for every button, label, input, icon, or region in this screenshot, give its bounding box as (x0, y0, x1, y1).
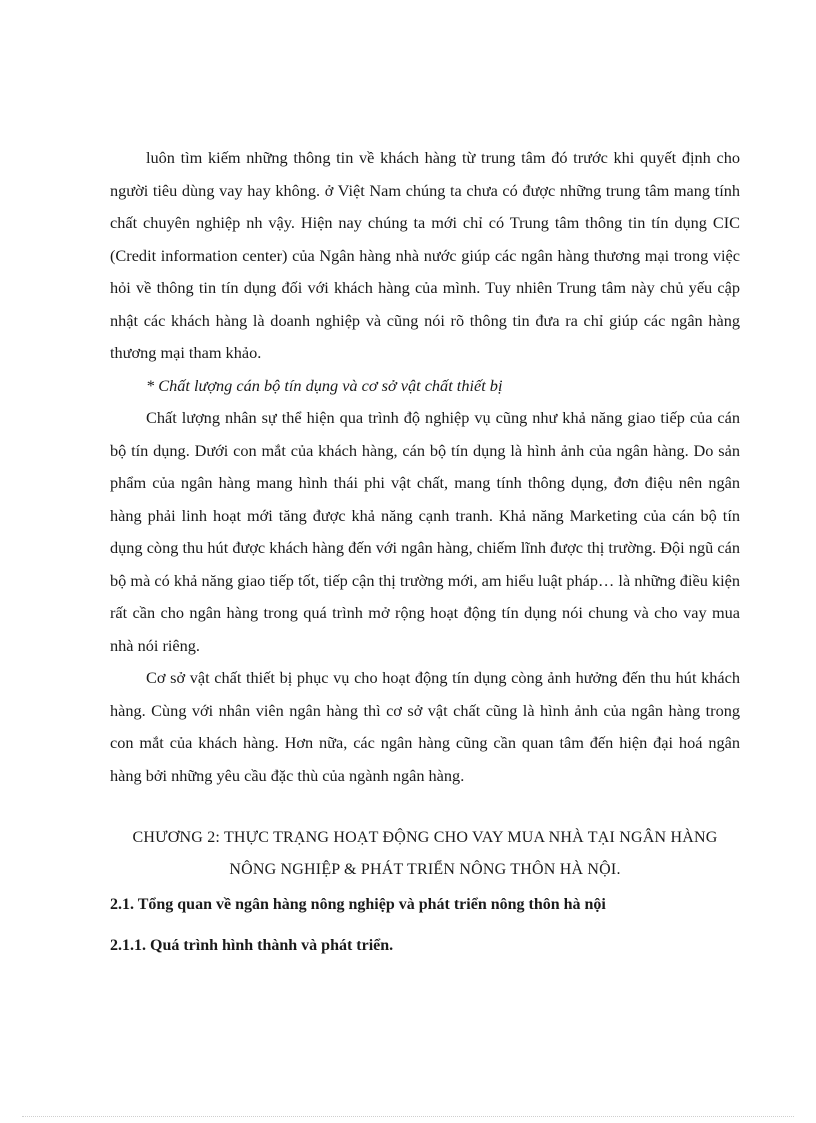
section-heading-2-1: 2.1. Tổng quan về ngân hàng nông nghiệp và phát triển nông thôn hà nội (110, 896, 606, 913)
chapter-title: CHƯƠNG 2: THỰC TRẠNG HOẠT ĐỘNG CHO VAY MUA NHÀ TẠI NGÂN HÀNG NÔNG NGHIỆP & PHÁT TRIỂN NÔNG THÔN HÀ NỘI. (132, 829, 718, 878)
subheading-staff-quality: * Chất lượng cán bộ tín dụng và cơ sở vật chất thiết bị (146, 375, 503, 395)
document-page (110, 142, 740, 957)
paragraph-facilities: Cơ sở vật chất thiết bị phục vụ cho hoạt động tín dụng còng ảnh hưởng đến thu hút khách hàng. Cùng với nhân viên ngân hàng thì cơ sở vật chất cũng là hình ảnh của ngân hàng trong con mắt của khách hàng. Hơn nữa, các ngân hàng cũng cần quan tâm đến hiện đại hoá ngân hàng bởi những yêu cầu đặc thù của ngành ngân hàng. (110, 668, 740, 785)
paragraph-staff-quality: Chất lượng nhân sự thể hiện qua trình độ nghiệp vụ cũng như khả năng giao tiếp của cán bộ tín dụng. Dưới con mắt của khách hàng, cán bộ tín dụng là hình ảnh của ngân hàng. Do sản phẩm của ngân hàng mang hình thái phi vật chất, mang tính thông dụng, đơn điệu nên ngân hàng phải linh hoạt mới tăng được khả năng cạnh tranh. Khả năng Marketing của cán bộ tín dụng còng thu hút được khách hàng đến với ngân hàng, chiếm lĩnh được thị trường. Đội ngũ cán bộ mà có khả năng giao tiếp tốt, tiếp cận thị trường mới, am hiểu luật pháp… là những điều kiện rất cần cho ngân hàng trong quá trình mở rộng hoạt động tín dụng nói chung và cho vay mua nhà nói riêng. (110, 408, 740, 655)
paragraph-credit-info-center: luôn tìm kiếm những thông tin về khách hàng từ trung tâm đó trước khi quyết định cho người tiêu dùng vay hay không. ở Việt Nam chúng ta chưa có được những trung tâm mang tính chất chuyên nghiệp nh vậy. Hiện nay chúng ta mới chỉ có Trung tâm thông tin tín dụng CIC (Credit information center) của Ngân hàng nhà nước giúp các ngân hàng thương mại trong việc hỏi về thông tin tín dụng đối với khách hàng của mình. Tuy nhiên Trung tâm này chủ yếu cập nhật các khách hàng là doanh nghiệp và cũng nói rõ thông tin đưa ra chỉ giúp các ngân hàng thương mại tham khảo. (110, 148, 740, 362)
section-heading-2-1-1: 2.1.1. Quá trình hình thành và phát triển. (110, 937, 394, 954)
page-bottom-divider (22, 1116, 794, 1117)
